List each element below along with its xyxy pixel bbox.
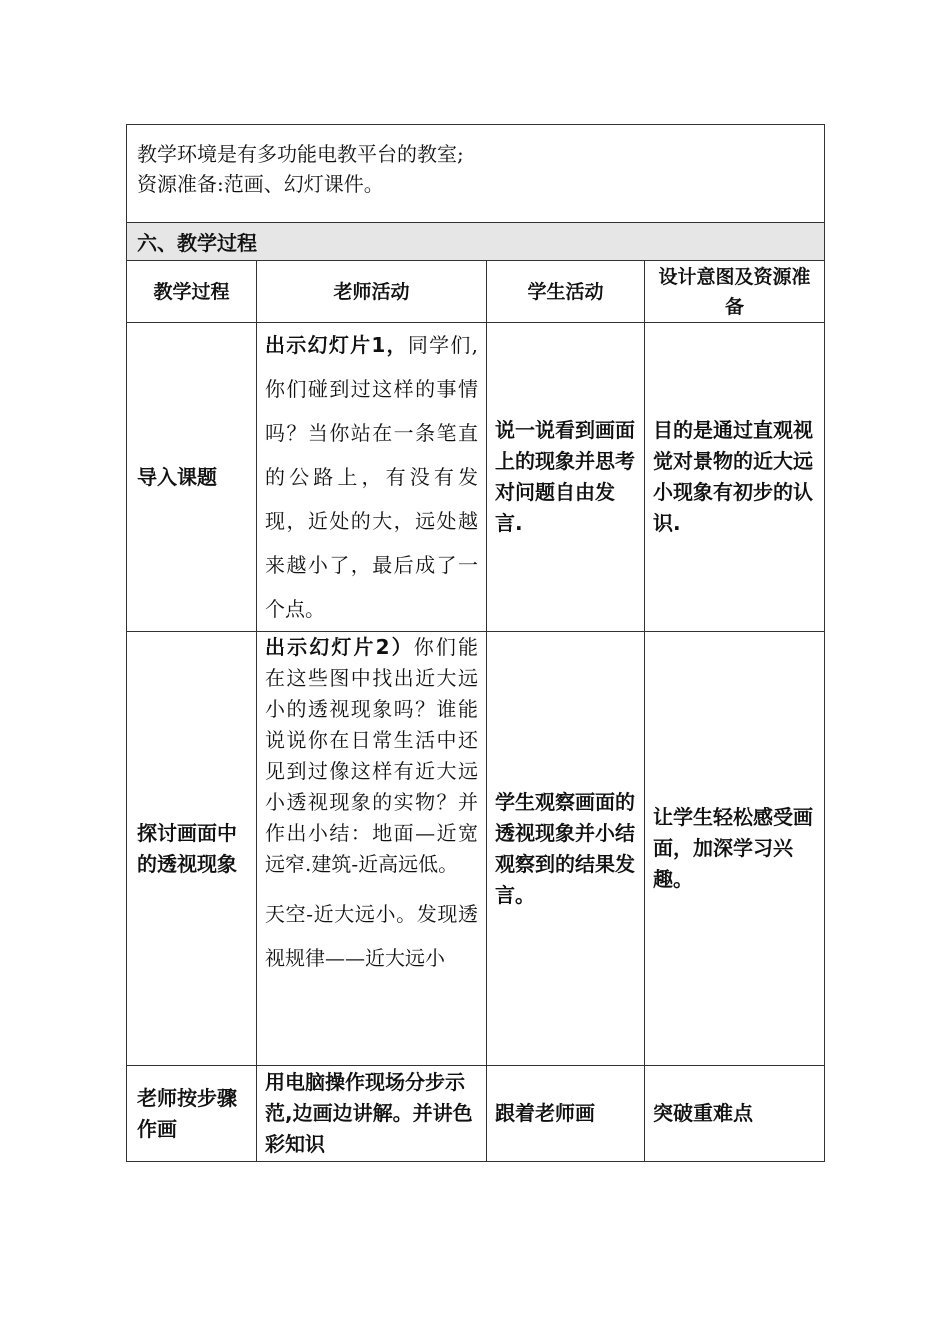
stage-cell: 老师按步骤作画 <box>127 1066 257 1162</box>
teacher-rest: 你们能在这些图中找出近大远小的透视现象吗？谁能说说你在日常生活中还见到过像这样有近大远小透视现象的实物？并作出小结：地面—近宽远窄.建筑-近高远低。 <box>265 635 479 876</box>
teacher-cell <box>257 323 487 632</box>
teacher-rest: 同学们,你们碰到过这样的事情吗？当你站在一条笔直的公路上，有没有发现，近处的大，远处越来越小了，最后成了一个点。 <box>265 333 479 621</box>
section-row <box>127 223 825 261</box>
student-cell: 说一说看到画面上的现象并思考对问题自由发言. <box>487 323 645 632</box>
table-row <box>127 1066 825 1162</box>
header-teacher: 老师活动 <box>257 261 487 323</box>
environment-line-1: 教学环境是有多功能电教平台的教室; <box>137 142 464 166</box>
environment-line-2: 资源准备:范画、幻灯课件。 <box>137 172 384 196</box>
header-student: 学生活动 <box>487 261 645 323</box>
environment-row <box>127 125 825 223</box>
section-title: 六、教学过程 <box>127 223 825 261</box>
teacher-cell <box>257 632 487 1066</box>
teacher-lead: 出示幻灯片2） <box>265 635 414 659</box>
header-row <box>127 261 825 323</box>
teacher-tail: 天空-近大远小。发现透视规律——近大远小 <box>265 902 478 970</box>
lesson-table <box>126 124 825 1162</box>
teacher-text <box>265 632 478 880</box>
table-row <box>127 632 825 1066</box>
header-stage: 教学过程 <box>127 261 257 323</box>
table-row <box>127 323 825 632</box>
student-cell: 学生观察画面的透视现象并小结观察到的结果发言。 <box>487 632 645 1066</box>
design-cell: 让学生轻松感受画面，加深学习兴趣。 <box>645 632 825 1066</box>
teacher-text <box>265 323 478 631</box>
teacher-lead: 出示幻灯片1， <box>265 333 408 357</box>
stage-cell: 探讨画面中的透视现象 <box>127 632 257 1066</box>
design-cell: 目的是通过直观视觉对景物的近大远小现象有初步的认识. <box>645 323 825 632</box>
environment-cell <box>127 125 825 223</box>
design-cell: 突破重难点 <box>645 1066 825 1162</box>
stage-cell: 导入课题 <box>127 323 257 632</box>
student-cell: 跟着老师画 <box>487 1066 645 1162</box>
teacher-cell: 用电脑操作现场分步示范,边画边讲解。并讲色彩知识 <box>257 1066 487 1162</box>
header-design-text: 设计意图及资源准备 <box>658 265 811 318</box>
header-design <box>645 261 825 323</box>
